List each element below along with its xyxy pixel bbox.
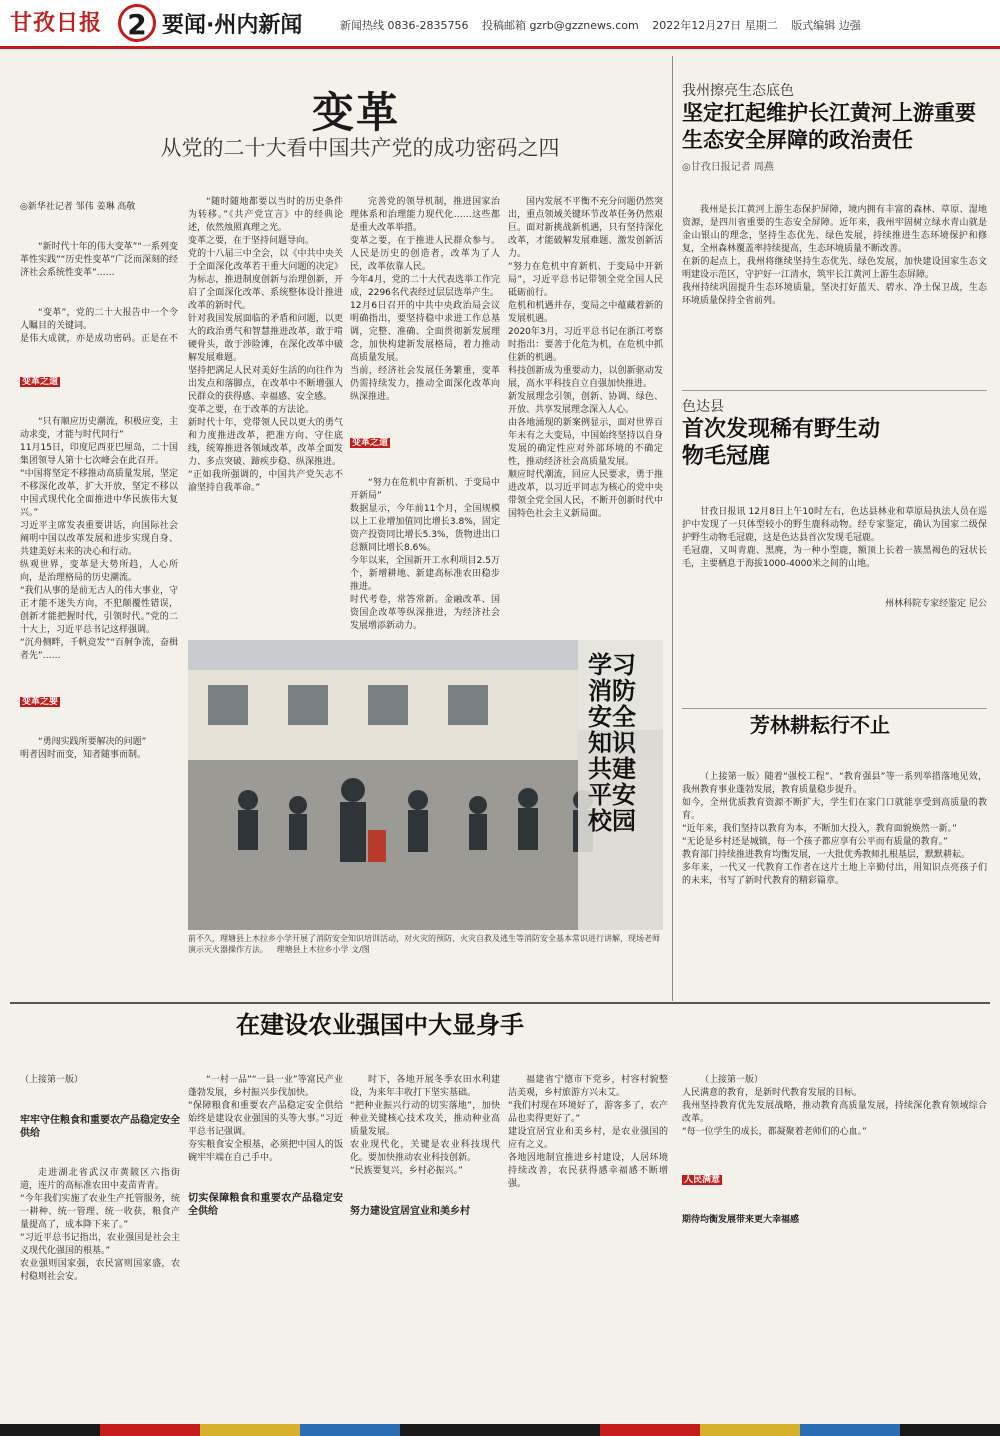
right-mid-header: [682, 396, 987, 470]
right-mid-text: 甘孜日报讯 12月8日上午10时左右，色达县林业和草原局执法人员在巡护中发现了一只体型较小的野生鹿科动物。经专家鉴定，确认为国家二级保护野生动物毛冠鹿，这是色达县首次发现毛冠鹿。 毛冠鹿，又叫青鹿、黑麂，为一种小型鹿，额顶上长着一簇黑褐色的冠状长毛，主要栖息于海拔1000-4000米之间的山地。: [682, 507, 987, 569]
right-top-byline: ◎甘孜日报记者 周燕: [682, 162, 774, 173]
section-tag: 变革之道: [22, 377, 59, 387]
main-headline: 变革: [311, 88, 400, 137]
section-tag: 变革之要: [22, 697, 59, 707]
article-lead: “新时代十年的伟大变革”“一系列变革性实践”“历史性变革”广泛而深刻的经济社会系统性变革”……: [20, 242, 178, 278]
bottom-column-5: [682, 1048, 987, 1418]
article-col1-body: “只有顺应历史潮流，积极应变，主动求变，才能与时代同行” 11月15日，印度尼西亚巴厘岛，二十国集团领导人第十七次峰会在此召开。 “中国将坚定不移推动高质量发展，坚定不移深化改革，扩大开放，坚定不移以中国式现代化全面推进中华民族伟大复兴。” 习近平主席发表重要讲话，向国际社会阐明中国以改革发展和进步实现自身、共建美好未来的决心和行动。 纵观世界，变革是大势所趋，人心所向，是治理格局的历史潮流。 “我们从事的是前无古人的伟大事业，守正才能不迷失方向，不犯颠覆性错误，创新才能把握时代，引领时代。”党的二十大上，习近平总书记这样强调。 “沉舟侧畔，千帆竞发”“百舸争流，奋楫者先”……: [20, 417, 178, 661]
newspaper-logo: 甘孜日报: [10, 10, 103, 36]
article-col3-body: 完善党的领导机制，推进国家治理体系和治理能力现代化……这些都是重大改革举措。 变革之要，在于推进人民群众参与。人民是历史的创造者，改革为了人民，改革依靠人民。 今年4月，党的二十大代表选举工作完成，2296名代表经过层层选举产生。 12月6日召开的中共中央政治局会议明确指出，要坚持稳中求进工作总基调，完整、准确、全面贯彻新发展理念，加快构建新发展格局，着力推动高质量发展。 当前，经济社会发展任务繁重，变革仍需持续发力，推动全面深化改革向纵深推进。: [350, 197, 500, 402]
right-top-header: [682, 80, 987, 173]
bottom-text-4: 福建省宁德市下党乡，村容村貌整洁美观，乡村旅游方兴未艾。 “我们村现在环境好了，游客多了，农产品也卖得更好了。” 建设宜居宜业和美乡村，是农业强国的应有之义。 各地因地制宜推进乡村建设，人居环境持续改善，农民获得感幸福感不断增强。: [508, 1075, 668, 1189]
divider: [682, 390, 987, 391]
bottom-column-4: [508, 1048, 668, 1418]
right-mid-kicker: 色达县: [682, 399, 724, 415]
article-col1-top: “变革”，党的二十大报告中一个令人瞩目的关键词。 是伟大成就，亦是成功密码。正是在不: [20, 308, 178, 344]
photo-headline: 学习消防安全知识 共建平安校园: [588, 650, 636, 835]
article-column-1: [20, 350, 178, 980]
color-registration-strip: [0, 1424, 1000, 1436]
section-divider: [10, 1002, 990, 1004]
section-tag: 变革之道: [352, 438, 389, 448]
right-mid-body: [682, 480, 987, 700]
main-subtitle: 从党的二十大看中国共产党的成功密码之四: [160, 136, 560, 160]
bottom-text-1: 走进湖北省武汉市黄陂区六指街道，连片的高标准农田中麦苗青青。 “今年我们实施了农业生产托管服务，统一耕种、统一管理、统一收获，粮食产量提高了，成本降下来了。” “习近平总书记指出，农业强国是社会主义现代化强国的根基。” 农业强则国家强，农民富则国家盛，农村稳则社会安。: [20, 1168, 180, 1282]
photo-caption-text: 前不久，理塘县上木拉乡小学开展了消防安全知识培训活动，对火灾的预防、火灾自救及逃生等消防安全基本常识进行讲解，现场老师演示灭火器操作方法。: [188, 934, 660, 954]
right-top-text: 我州是长江黄河上游生态保护屏障，境内拥有丰富的森林、草原、湿地资源，是四川省重要的生态安全屏障。近年来，我州牢固树立绿水青山就是金山银山的理念，坚持生态优先、绿色发展，持续推进生态环境保护和修复，全州森林覆盖率持续提高，生态环境质量不断改善。 在新的起点上，我州将继续坚持生态优先、绿色发展，加快建设国家生态文明建设示范区，守护好一江清水，筑牢长江黄河上游生态屏障。 我州持续巩固提升生态环境质量，坚决打好蓝天、碧水、净土保卫战，生态环境质量保持全省前列。: [682, 205, 987, 306]
article-intro: [20, 175, 178, 345]
continued-note: （上接第一版）: [20, 1075, 84, 1085]
column-divider: [672, 56, 673, 1001]
article-byline: ◎新华社记者 邹伟 姜琳 高敬: [20, 202, 136, 212]
right-low-headline: 芳林耕耘行不止: [750, 713, 890, 737]
article-col3-body-2: “努力在危机中育新机、于变局中开新局” 数据显示，今年前11个月，全国规模以上工业增加值同比增长3.8%，固定资产投资同比增长5.3%，货物进出口总额同比增长8.6%。 今年以来，全国新开工水利项目2.5万个，新增耕地、新建高标准农田稳步推进。 时代考卷，常答常新。金融改革、国资国企改革等纵深推进，为经济社会发展增添新动力。: [350, 478, 500, 631]
bottom-column-2: [188, 1048, 343, 1418]
article-column-2: [188, 170, 343, 635]
article-col2-body: “随时随地都要以当时的历史条件为转移。”《共产党宣言》中的经典论述，依然烛照真理之光。 变革之要，在于坚持问题导向。 党的十八届三中全会，以《中共中央关于全面深化改革若干重大问题的决定》为标志，推进制度创新与治理创新，开启了全面深化改革、系统整体设计推进改革的新时代。 针对我国发展面临的矛盾和问题，以更大的政治勇气和智慧推进改革，敢于啃硬骨头，敢于涉险滩，在深化改革中破解发展难题。 坚持把满足人民对美好生活的向往作为出发点和落脚点，在改革中不断增强人民群众的获得感、幸福感、安全感。 变革之要，在于改革的方法论。 新时代十年，党带领人民以更大的勇气和力度推进改革，把准方向、守住底线，统筹推进各领域改革，改革全面发力、多点突破、蹄疾步稳、纵深推进。 “正如我所强调的，中国共产党矢志不渝坚持自我革命。”: [188, 197, 343, 493]
inline-tag: 人民满意: [684, 1175, 721, 1185]
photo-credit: 理塘县上木拉乡小学 文/图: [276, 945, 370, 954]
bottom-subhead-3: 努力建设宜居宜业和美乡村: [350, 1206, 470, 1217]
right-mid-headline: 首次发现稀有野生动物毛冠鹿: [682, 417, 881, 469]
issue-date: 2022年12月27日 星期二: [652, 19, 778, 32]
bottom-column-3: [350, 1048, 500, 1418]
bottom-headline: 在建设农业强国中大显身手: [236, 1011, 524, 1039]
submission-email: 投稿邮箱 gzrb@gzznews.com: [481, 19, 639, 32]
bottom-text-2: “一村一品”“一县一业”等富民产业蓬勃发展，乡村振兴步伐加快。 “保障粮食和重要农产品稳定安全供给始终是建设农业强国的头等大事。”习近平总书记强调。 夯实粮食安全根基，必须把中国人的饭碗牢牢端在自己手中。: [188, 1075, 343, 1163]
masthead-meta: [340, 17, 871, 33]
article-col4-body: 国内发展不平衡不充分问题仍然突出，重点领域关键环节改革任务仍然艰巨。面对新挑战新机遇，只有坚持深化改革，才能破解发展难题、激发创新活力。 “努力在危机中育新机、于变局中开新局”，习近平总书记带领全党全国人民砥砺前行。 危机和机遇并存，变局之中蕴藏着新的发展机遇。 2020年3月，习近平总书记在浙江考察时指出：要善于化危为机，在危机中抓住新的机遇。 科技创新成为重要动力，以创新驱动发展，高水平科技自立自强加快推进。 新发展理念引领，创新、协调、绿色、开放、共享发展理念深入人心。 由各地涌现的新案例显示，面对世界百年未有之大变局，中国始终坚持以自身发展的确定性应对外部环境的不确定性，推动经济社会高质量发展。 顺应时代潮流，回应人民要求，勇于推进改革，以习近平同志为核心的党中央带领全党全国人民，不断开创新时代中国特色社会主义新局面。: [508, 197, 663, 519]
right-low-body: [682, 745, 987, 995]
right-low-text: （上接第一版）随着“强校工程”、“教育强县”等一系列举措落地见效，我州教育事业蓬勃发展，教育质量稳步提升。 如今，全州优质教育资源不断扩大，学生们在家门口就能享受到高质量的教育。 “近年来，我们坚持以教育为本，不断加大投入，教育面貌焕然一新。” “无论是乡村还是城镇，每一个孩子都应享有公平而有质量的教育。” 教育部门持续推进教育均衡发展，一大批优秀教师扎根基层，默默耕耘。 多年来，一代又一代教育工作者在这片土地上辛勤付出，用知识点亮孩子们的未来，书写了新时代教育的精彩篇章。: [682, 772, 987, 886]
page-number: 2: [118, 4, 156, 42]
photo-caption: [188, 933, 663, 955]
right-top-kicker: 我州擦亮生态底色: [682, 83, 794, 99]
article-column-4: [508, 170, 663, 635]
bottom-text-5: （上接第一版） 人民满意的教育，是新时代教育发展的目标。 我州坚持教育优先发展战略，推动教育高质量发展，持续深化教育领域综合改革。 “每一位学生的成长，都凝聚着老师们的心血。”: [682, 1075, 987, 1137]
article-column-3: [350, 170, 500, 635]
bottom-subhead-1: 牢牢守住粮食和重要农产品稳定安全供给: [20, 1115, 180, 1139]
masthead: [0, 0, 1000, 49]
bottom-text-3: 时下，各地开展冬季农田水利建设，为来年丰收打下坚实基础。 “把种业振兴行动的切实落地”，加快种业关键核心技术攻关，推动种业高质量发展。 农业现代化，关键是农业科技现代化。要加快推动农业科技创新。 “民族要复兴，乡村必振兴。”: [350, 1075, 500, 1176]
news-hotline: 新闻热线 0836-2835756: [340, 19, 469, 32]
right-top-body: [682, 178, 987, 383]
right-top-headline: 坚定扛起维护长江黄河上游重要生态安全屏障的政治责任: [682, 101, 976, 152]
layout-editor: 版式编辑 边强: [791, 19, 861, 32]
bottom-column-1: [20, 1048, 180, 1418]
divider: [682, 708, 987, 709]
section-title: 要闻·州内新闻: [162, 13, 303, 38]
right-mid-credit: 州林科院专家经鉴定 尼公: [885, 599, 987, 609]
article-col1-body-2: “勇闯实践所要解决的问题” 明者因时而变，知者随事而制。: [20, 737, 147, 760]
bottom-box-subhead: 期待均衡发展带来更大幸福感: [682, 1215, 800, 1225]
bottom-subhead-2: 切实保障粮食和重要农产品稳定安全供给: [188, 1193, 343, 1217]
